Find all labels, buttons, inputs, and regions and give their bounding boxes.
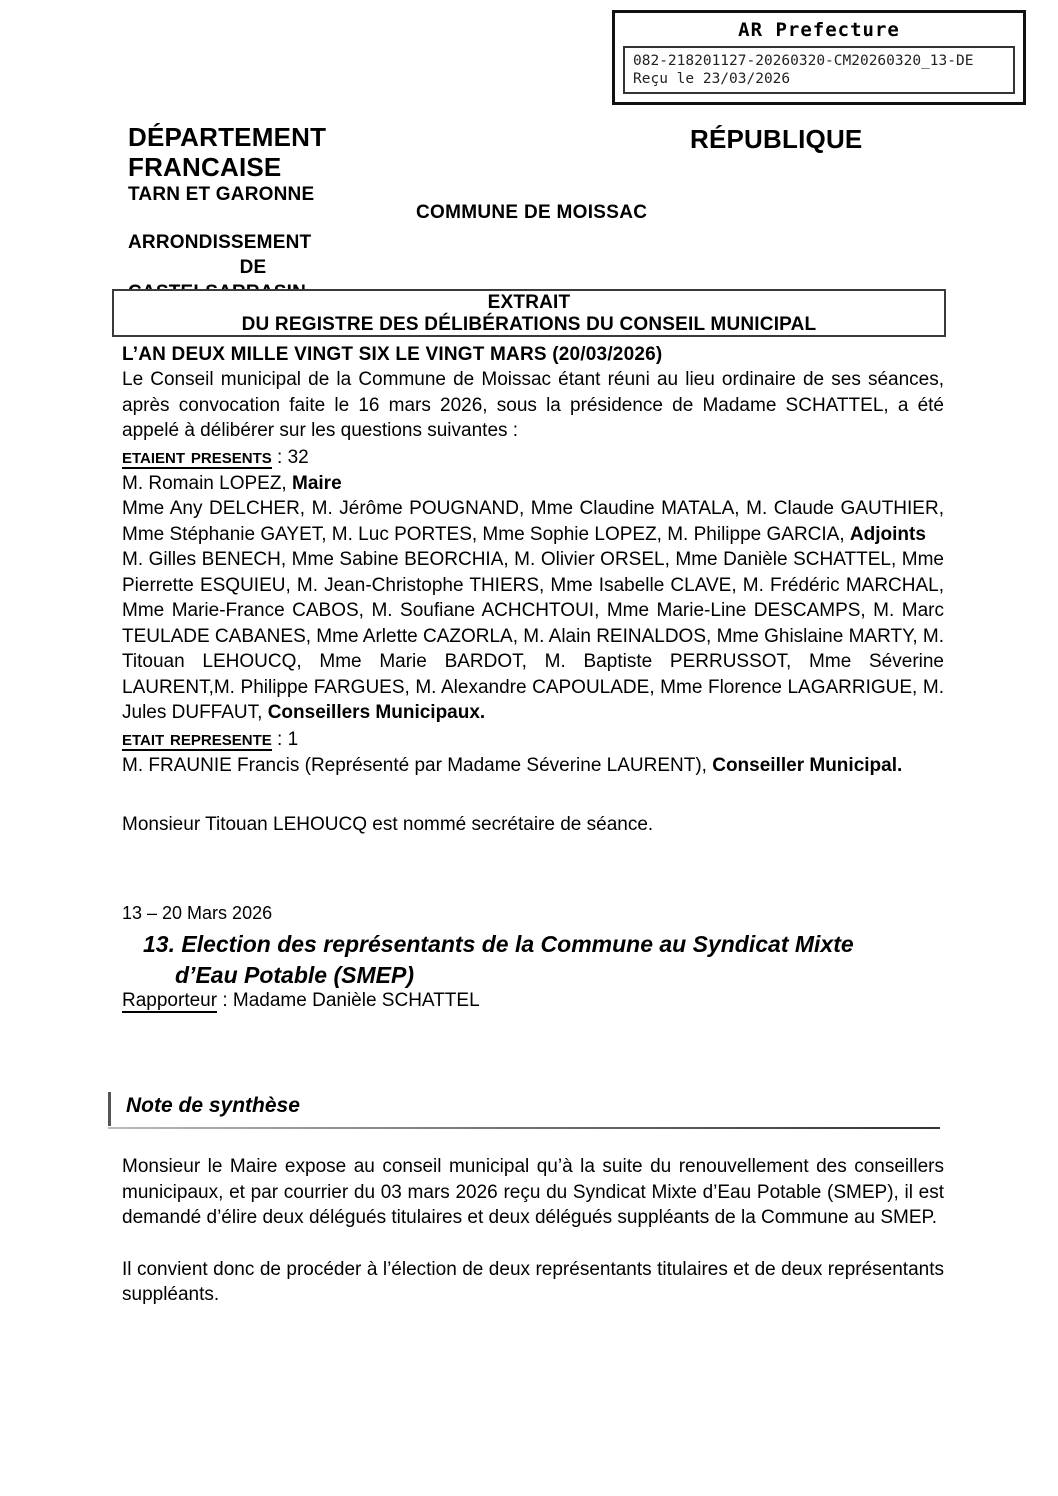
ar-prefecture-stamp [612, 10, 1026, 105]
conseillers-names: M. Gilles BENECH, Mme Sabine BEORCHIA, M. Olivier ORSEL, Mme Danièle SCHATTEL, Mme Pierrette ESQUIEU, M. Jean-Christophe THIERS, Mme Isabelle CLAVE, M. Frédéric MARCHAL, Mme Marie-France CABOS, M. Soufiane ACHCHTOUI, Mme Marie-Line DESCAMPS, M. Marc TEULADE CABANES, Mme Arlette CAZORLA, M. Alain REINALDOS, Mme Ghislaine MARTY, M. Titouan LEHOUCQ, Mme Marie BARDOT, M. Baptiste PERRUSSOT, Mme Séverine LAURENT,M. Philippe FARGUES, M. Alexandre CAPOULADE, Mme Florence LAGARRIGUE, M. Jules DUFFAUT, [122, 549, 944, 723]
item-title-line2: d’Eau Potable (SMEP) [175, 962, 414, 988]
represente-count: 1 [287, 728, 299, 750]
represente-role: Conseiller Municipal. [712, 754, 903, 776]
adjoints-names: Mme Any DELCHER, M. Jérôme POUGNAND, Mme Claudine MATALA, M. Claude GAUTHIER, Mme Stéphanie GAYET, M. Luc PORTES, Mme Sophie LOPEZ, M. Philippe GARCIA, [122, 498, 944, 545]
departement-label-line1: DÉPARTEMENT [128, 122, 327, 152]
note-de-synthese-header [108, 1092, 940, 1130]
extrait-subtitle: DU REGISTRE DES DÉLIBÉRATIONS DU CONSEIL MUNICIPAL [241, 314, 817, 335]
ar-prefecture-details [623, 46, 1015, 94]
adjoints-paragraph [122, 496, 944, 547]
deliberation-body [122, 342, 944, 778]
conseillers-paragraph [122, 547, 944, 726]
presents-separator: : [271, 446, 288, 468]
extrait-title: EXTRAIT [487, 292, 571, 313]
represente-line [122, 727, 944, 753]
item-date: 13 – 20 Mars 2026 [122, 903, 273, 923]
maire-role: Maire [292, 472, 342, 494]
maire-name: M. Romain LOPEZ, [122, 472, 292, 494]
presents-line [122, 445, 944, 471]
item-title-line1: 13. Election des représentants de la Commune au Syndicat Mixte [143, 931, 854, 957]
paragraph-spacer [122, 1231, 944, 1257]
represente-label: etait represente [122, 726, 272, 750]
rapporteur-label: Rapporteur [122, 990, 218, 1011]
session-intro-paragraph: Le Conseil municipal de la Commune de Moissac étant réuni au lieu ordinaire de ses séances, après convocation faite le 16 mars 2026, sous la présidence de Madame SCHATTEL, a été appelé à délibérer sur les questions suivantes : [122, 369, 944, 441]
adjoints-role: Adjoints [849, 523, 926, 545]
departement-name: TARN ET GARONNE [128, 184, 315, 205]
item-title [143, 929, 963, 991]
note-de-synthese-body [122, 1154, 944, 1308]
secretary-line: Monsieur Titouan LEHOUCQ est nommé secrétaire de séance. [122, 814, 654, 835]
note-paragraph-2: Il convient donc de procéder à l’élection de deux représentants titulaires et de deux représentants suppléants. [122, 1258, 944, 1305]
republique-label: RÉPUBLIQUE [690, 124, 863, 154]
note-paragraph-1: Monsieur le Maire expose au conseil municipal qu’à la suite du renouvellement des conseillers municipaux, et par courrier du 03 mars 2026 reçu du Syndicat Mixte d’Eau Potable (SMEP), il est demandé d’élire deux délégués titulaires et deux délégués suppléants de la Commune au SMEP. [122, 1156, 944, 1228]
represente-separator: : [271, 728, 288, 750]
ar-received-date: Reçu le 23/03/2026 [633, 71, 791, 87]
ar-prefecture-title: AR Prefecture [738, 19, 900, 41]
extrait-box [112, 289, 946, 337]
conseillers-role: Conseillers Municipaux. [267, 702, 486, 723]
represente-paragraph [122, 753, 944, 779]
represente-name: M. FRAUNIE Francis (Représenté par Madame Séverine LAURENT), [122, 754, 713, 776]
presents-label: etaient presents [122, 444, 272, 468]
note-heading: Note de synthèse [126, 1094, 300, 1117]
presents-count: 32 [287, 446, 309, 468]
commune-label: COMMUNE DE MOISSAC [416, 202, 648, 223]
departement-label-line2: FRANCAISE [128, 152, 282, 182]
rapporteur-line [122, 988, 480, 1013]
maire-line [122, 471, 944, 497]
note-divider [108, 1127, 940, 1129]
ar-reference-number: 082-218201127-20260320-CM20260320_13-DE [633, 53, 974, 69]
rapporteur-value: : Madame Danièle SCHATTEL [217, 990, 480, 1011]
session-heading: L’AN DEUX MILLE VINGT SIX LE VINGT MARS (20/03/2026) [122, 344, 663, 365]
arrondissement-label: ARRONDISSEMENT [128, 232, 312, 253]
arrondissement-de: DE [239, 257, 267, 278]
header-left-block [128, 122, 428, 305]
note-accent-bar [108, 1092, 111, 1126]
